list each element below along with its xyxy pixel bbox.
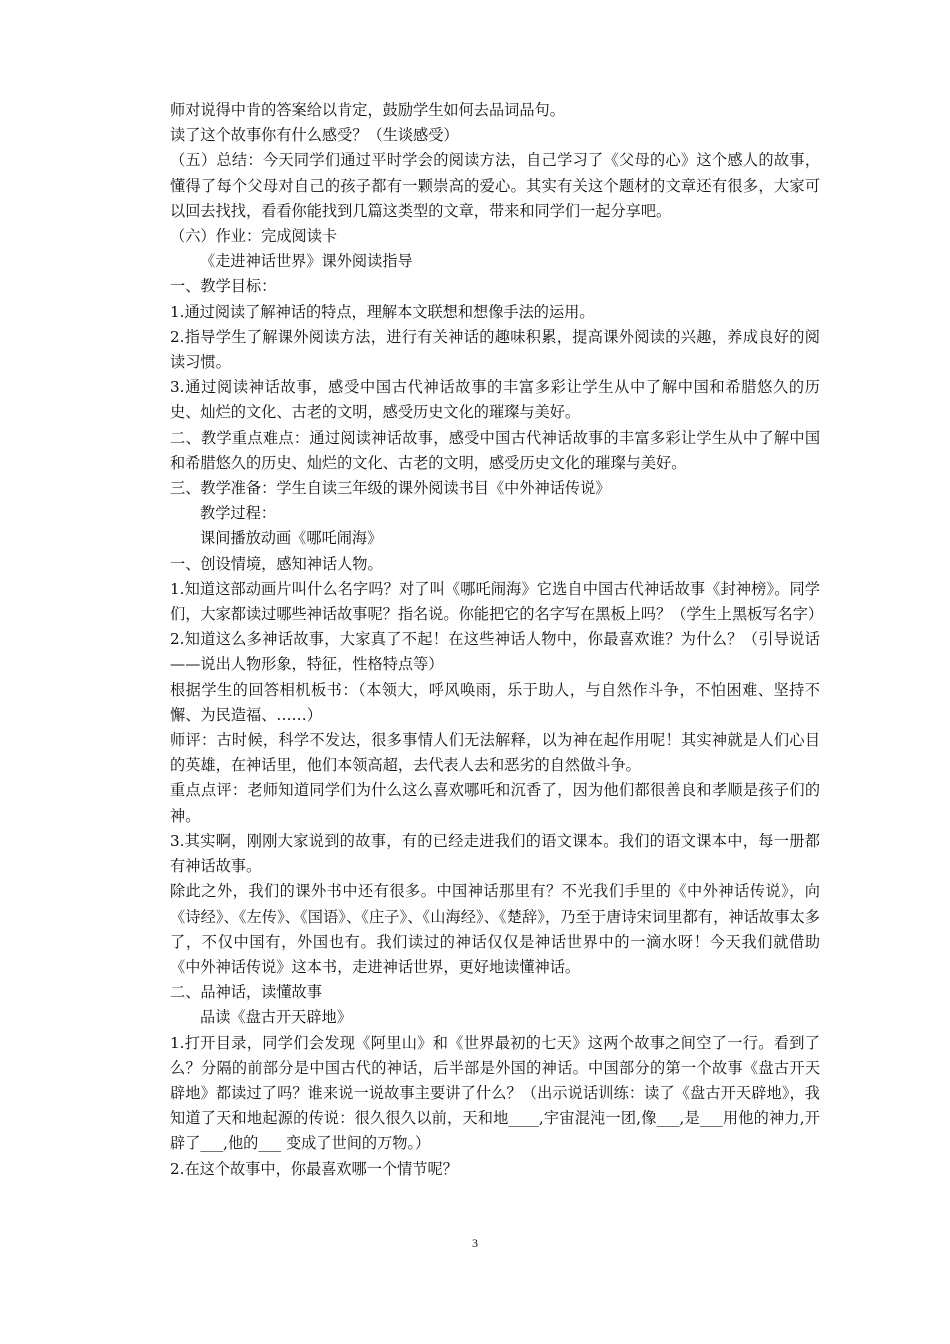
paragraph: （五）总结：今天同学们通过平时学会的阅读方法，自己学习了《父母的心》这个感人的故事，懂得了每个父母对自己的孩子都有一颗崇高的爱心。其实有关这个题材的文章还有很多，大家可以回去找找，看看你能找到几篇这类型的文章，带来和同学们一起分享吧。 xyxy=(170,151,820,220)
paragraph: 2.知道这么多神话故事，大家真了不起！在这些神话人物中，你最喜欢谁？为什么？（引导说话——说出人物形象，特征，性格特点等） xyxy=(170,630,820,674)
paragraph: 3.其实啊，刚刚大家说到的故事，有的已经走进我们的语文课本。我们的语文课本中，每一册都有神话故事。 xyxy=(170,831,820,876)
heading: 二、教学重点难点：通过阅读神话故事，感受中国古代神话故事的丰富多彩让学生从中了解中国和希腊悠久的历史、灿烂的文化、古老的文明，感受历史文化的璀璨与美好。 xyxy=(170,428,820,472)
paragraph: 3.通过阅读神话故事，感受中国古代神话故事的丰富多彩让学生从中了解中国和希腊悠久的历史、灿烂的文化、古老的文明，感受历史文化的璀璨与美好。 xyxy=(170,378,820,422)
paragraph: （六）作业：完成阅读卡 xyxy=(170,227,338,246)
paragraph: 1.打开目录，同学们会发现《阿里山》和《世界最初的七天》这两个故事之间空了一行。看到了么？分隔的前部分是中国古代的神话，后半部是外国的神话。中国部分的第一个故事《盘古开天辟地》都读过了吗？谁来说一说故事主要讲了什么？（出示说话训练：读了《盘古开天辟地》，我知道了天和地起源的传说：很久很久以前，天和地____,宇宙混沌一团,像___,是___用他的神力,开辟了___,他的___ 变成了世间的万物。） xyxy=(170,1033,820,1153)
heading: 三、教学准备：学生自读三年级的课外阅读书目《中外神话传说》 xyxy=(170,479,611,498)
heading: 一、教学目标： xyxy=(170,277,277,296)
paragraph: 2.在这个故事中，你最喜欢哪一个情节呢？ xyxy=(170,1159,458,1178)
paragraph: 2.指导学生了解课外阅读方法，进行有关神话的趣味积累，提高课外阅读的兴趣，养成良好的阅读习惯。 xyxy=(170,327,820,372)
paragraph: 1.通过阅读了解神话的特点，理解本文联想和想像手法的运用。 xyxy=(170,302,595,321)
heading: 一、创设情境，感知神话人物。 xyxy=(170,554,383,573)
paragraph: 课间播放动画《哪吒闹海》 xyxy=(200,529,383,548)
paragraph: 根据学生的回答相机板书：（本领大，呼风唤雨，乐于助人，与自然作斗争，不怕困难、坚持不懈、为民造福、……） xyxy=(170,680,820,724)
paragraph: 1.知道这部动画片叫什么名字吗？对了叫《哪吒闹海》它选自中国古代神话故事《封神榜》。同学们，大家都读过哪些神话故事呢？指名说。你能把它的名字写在黑板上吗？（学生上黑板写名字） xyxy=(170,579,824,624)
paragraph: 师评：古时候，科学不发达，很多事情人们无法解释，以为神在起作用呢！其实神就是人们心目的英雄，在神话里，他们本领高超，去代表人去和恶劣的自然做斗争。 xyxy=(170,731,820,775)
subheading: 品读《盘古开天辟地》 xyxy=(200,1008,352,1027)
paragraph: 读了这个故事你有什么感受？（生谈感受） xyxy=(170,126,459,145)
section-title: 《走进神话世界》课外阅读指导 xyxy=(200,252,413,271)
document-body xyxy=(170,98,824,1182)
paragraph: 重点点评：老师知道同学们为什么这么喜欢哪吒和沉香了，因为他们都很善良和孝顺是孩子们的神。 xyxy=(170,781,820,825)
subheading: 教学过程： xyxy=(200,504,276,523)
heading: 二、品神话，读懂故事 xyxy=(170,983,322,1002)
paragraph: 师对说得中肯的答案给以肯定，鼓励学生如何去品词品句。 xyxy=(170,101,565,119)
paragraph: 除此之外，我们的课外书中还有很多。中国神话那里有？不光我们手里的《中外神话传说》，向《诗经》、《左传》、《国语》、《庄子》、《山海经》、《楚辞》，乃至于唐诗宋词里都有，神话故事太多了，不仅中国有，外国也有。我们读过的神话仅仅是神话世界中的一滴水呀！今天我们就借助《中外神话传说》这本书，走进神话世界，更好地读懂神话。 xyxy=(170,882,820,976)
page-number: 3 xyxy=(472,1236,478,1250)
